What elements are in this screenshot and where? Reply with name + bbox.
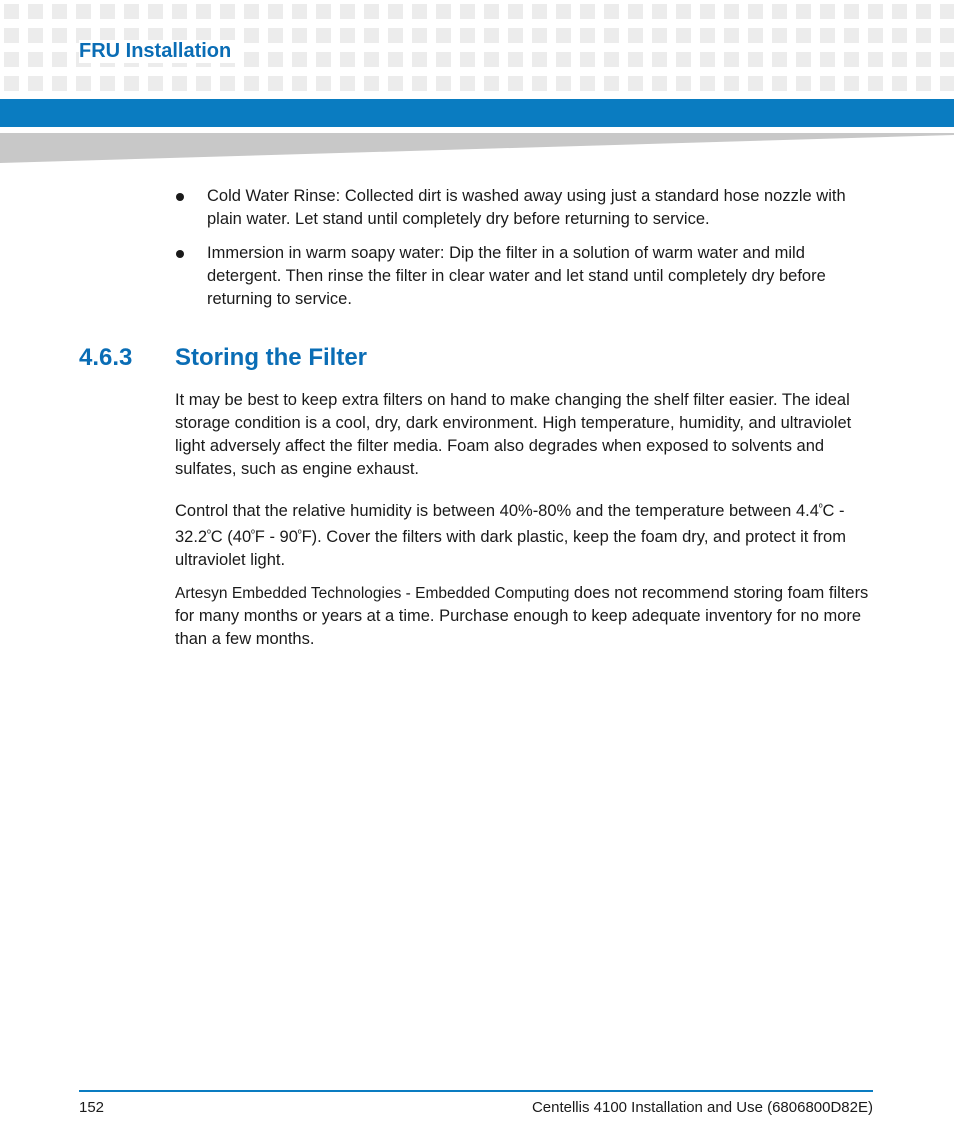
pattern-square bbox=[820, 28, 835, 43]
pattern-square bbox=[748, 52, 763, 67]
pattern-square bbox=[892, 52, 907, 67]
pattern-square bbox=[268, 28, 283, 43]
pattern-square bbox=[268, 4, 283, 19]
pattern-square bbox=[316, 4, 331, 19]
pattern-square bbox=[724, 52, 739, 67]
pattern-square bbox=[412, 76, 427, 91]
pattern-square bbox=[940, 52, 954, 67]
pattern-square bbox=[892, 4, 907, 19]
pattern-square bbox=[796, 52, 811, 67]
pattern-square bbox=[556, 28, 571, 43]
pattern-square bbox=[52, 28, 67, 43]
pattern-square bbox=[772, 4, 787, 19]
pattern-square bbox=[676, 4, 691, 19]
pattern-square bbox=[244, 52, 259, 67]
pattern-square bbox=[4, 28, 19, 43]
pattern-square bbox=[244, 28, 259, 43]
pattern-square bbox=[700, 52, 715, 67]
header-gray-wedge bbox=[0, 131, 954, 163]
pattern-square bbox=[892, 28, 907, 43]
pattern-square bbox=[796, 28, 811, 43]
pattern-square bbox=[820, 52, 835, 67]
pattern-square bbox=[844, 52, 859, 67]
pattern-square bbox=[76, 4, 91, 19]
pattern-square bbox=[772, 76, 787, 91]
pattern-square bbox=[484, 52, 499, 67]
bullet-text: Cold Water Rinse: Collected dirt is washed away using just a standard hose nozzle with plain water. Let stand until completely dry before returning to service. bbox=[207, 187, 846, 228]
pattern-square bbox=[820, 4, 835, 19]
pattern-square bbox=[628, 28, 643, 43]
footer-rule bbox=[79, 1090, 873, 1092]
pattern-square bbox=[484, 76, 499, 91]
pattern-square bbox=[364, 28, 379, 43]
pattern-square bbox=[700, 28, 715, 43]
pattern-square bbox=[676, 28, 691, 43]
pattern-square bbox=[340, 52, 355, 67]
pattern-square bbox=[604, 52, 619, 67]
pattern-square bbox=[460, 76, 475, 91]
pattern-square bbox=[460, 52, 475, 67]
pattern-square bbox=[868, 4, 883, 19]
pattern-square bbox=[604, 76, 619, 91]
bullet-icon bbox=[176, 250, 184, 258]
pattern-square bbox=[268, 52, 283, 67]
pattern-square bbox=[436, 52, 451, 67]
pattern-square bbox=[580, 4, 595, 19]
pattern-square bbox=[364, 52, 379, 67]
pattern-square bbox=[772, 52, 787, 67]
pattern-square bbox=[724, 4, 739, 19]
pattern-square bbox=[412, 4, 427, 19]
text-run: Control that the relative humidity is between 40%-80% and the temperature between 4.4 bbox=[175, 502, 819, 520]
pattern-square bbox=[484, 4, 499, 19]
pattern-square bbox=[52, 76, 67, 91]
text-run: C (40 bbox=[210, 528, 252, 546]
pattern-square bbox=[916, 4, 931, 19]
pattern-square bbox=[676, 52, 691, 67]
text-run: C - 32.2 bbox=[175, 502, 845, 546]
pattern-square bbox=[748, 28, 763, 43]
paragraph bbox=[175, 497, 875, 572]
pattern-square bbox=[196, 4, 211, 19]
pattern-square bbox=[340, 28, 355, 43]
pattern-square bbox=[196, 76, 211, 91]
pattern-square bbox=[148, 4, 163, 19]
degree-sign: º bbox=[207, 529, 211, 540]
header-title: FRU Installation bbox=[79, 40, 235, 63]
pattern-square bbox=[748, 4, 763, 19]
pattern-square bbox=[940, 4, 954, 19]
degree-sign: º bbox=[818, 503, 823, 514]
pattern-square bbox=[556, 52, 571, 67]
footer-doc-title: Centellis 4100 Installation and Use (6806800D82E) bbox=[531, 1099, 873, 1116]
pattern-square bbox=[292, 52, 307, 67]
pattern-square bbox=[364, 4, 379, 19]
paragraph bbox=[175, 582, 875, 651]
pattern-square bbox=[364, 76, 379, 91]
pattern-square bbox=[652, 4, 667, 19]
pattern-square bbox=[388, 4, 403, 19]
text-run: F - 90 bbox=[254, 528, 298, 546]
pattern-square bbox=[28, 28, 43, 43]
pattern-square bbox=[532, 76, 547, 91]
pattern-square bbox=[724, 76, 739, 91]
pattern-square bbox=[916, 52, 931, 67]
pattern-square bbox=[172, 76, 187, 91]
pattern-square bbox=[916, 28, 931, 43]
pattern-square bbox=[916, 76, 931, 91]
pattern-square bbox=[820, 76, 835, 91]
pattern-square bbox=[340, 4, 355, 19]
pattern-square bbox=[412, 28, 427, 43]
pattern-square bbox=[460, 4, 475, 19]
pattern-square bbox=[28, 76, 43, 91]
pattern-square bbox=[532, 28, 547, 43]
pattern-square bbox=[316, 52, 331, 67]
pattern-square bbox=[844, 28, 859, 43]
pattern-square bbox=[604, 4, 619, 19]
pattern-square bbox=[628, 52, 643, 67]
pattern-square bbox=[220, 4, 235, 19]
pattern-square bbox=[580, 76, 595, 91]
section-title: Storing the Filter bbox=[175, 344, 367, 371]
pattern-square bbox=[796, 4, 811, 19]
pattern-square bbox=[100, 76, 115, 91]
pattern-square bbox=[868, 76, 883, 91]
pattern-square bbox=[508, 76, 523, 91]
pattern-square bbox=[772, 28, 787, 43]
pattern-square bbox=[292, 76, 307, 91]
degree-sign: º bbox=[297, 529, 302, 540]
pattern-square bbox=[316, 76, 331, 91]
pattern-square bbox=[508, 52, 523, 67]
pattern-square bbox=[796, 76, 811, 91]
degree-sign: º bbox=[251, 529, 255, 540]
pattern-square bbox=[460, 28, 475, 43]
pattern-square bbox=[292, 4, 307, 19]
pattern-square bbox=[316, 28, 331, 43]
pattern-square bbox=[484, 28, 499, 43]
pattern-square bbox=[652, 52, 667, 67]
pattern-square bbox=[28, 4, 43, 19]
pattern-square bbox=[340, 76, 355, 91]
pattern-square bbox=[556, 4, 571, 19]
pattern-square bbox=[412, 52, 427, 67]
pattern-square bbox=[532, 52, 547, 67]
pattern-square bbox=[436, 4, 451, 19]
section-number: 4.6.3 bbox=[79, 344, 133, 371]
pattern-square bbox=[124, 76, 139, 91]
pattern-square bbox=[556, 76, 571, 91]
pattern-square bbox=[628, 76, 643, 91]
pattern-square bbox=[940, 76, 954, 91]
pattern-square bbox=[580, 28, 595, 43]
bullet-text: Immersion in warm soapy water: Dip the filter in a solution of warm water and mild detergent. Then rinse the filter in clear water and let stand until completely dry before returning to service. bbox=[207, 244, 826, 308]
pattern-square bbox=[652, 28, 667, 43]
pattern-square bbox=[220, 76, 235, 91]
pattern-square bbox=[748, 76, 763, 91]
pattern-square bbox=[52, 4, 67, 19]
pattern-square bbox=[4, 76, 19, 91]
pattern-square bbox=[100, 4, 115, 19]
pattern-square bbox=[700, 4, 715, 19]
text-run: does not recommend storing foam filters for many months or years at a time. Purchase enough to keep adequate inventory for no more than a few months. bbox=[175, 584, 869, 648]
paragraph: It may be best to keep extra filters on hand to make changing the shelf filter easier. The ideal storage condition is a cool, dry, dark environment. High temperature, humidity, and ultraviolet light adversely affect the filter media. Foam also degrades when exposed to solvents and sulfates, such as engine exhaust. bbox=[175, 391, 852, 478]
pattern-square bbox=[52, 52, 67, 67]
pattern-square bbox=[76, 76, 91, 91]
pattern-square bbox=[628, 4, 643, 19]
pattern-square bbox=[292, 28, 307, 43]
pattern-square bbox=[580, 52, 595, 67]
pattern-square bbox=[244, 76, 259, 91]
pattern-square bbox=[388, 76, 403, 91]
pattern-square bbox=[4, 4, 19, 19]
pattern-square bbox=[532, 4, 547, 19]
pattern-square bbox=[844, 4, 859, 19]
pattern-square bbox=[844, 76, 859, 91]
pattern-square bbox=[940, 28, 954, 43]
header-blue-bar bbox=[0, 99, 954, 127]
pattern-square bbox=[868, 28, 883, 43]
pattern-square bbox=[892, 76, 907, 91]
pattern-square bbox=[508, 28, 523, 43]
pattern-square bbox=[724, 28, 739, 43]
pattern-square bbox=[604, 28, 619, 43]
pattern-square bbox=[148, 76, 163, 91]
pattern-square bbox=[436, 28, 451, 43]
pattern-square bbox=[652, 76, 667, 91]
pattern-square bbox=[700, 76, 715, 91]
pattern-square bbox=[388, 52, 403, 67]
pattern-square bbox=[436, 76, 451, 91]
bullet-icon bbox=[176, 193, 184, 201]
pattern-square bbox=[124, 4, 139, 19]
pattern-square bbox=[268, 76, 283, 91]
text-run: F). Cover the filters with dark plastic, keep the foam dry, and protect it from ultraviolet light. bbox=[175, 528, 846, 569]
pattern-square bbox=[676, 76, 691, 91]
pattern-square bbox=[172, 4, 187, 19]
pattern-square bbox=[4, 52, 19, 67]
pattern-square bbox=[868, 52, 883, 67]
page-number: 152 bbox=[79, 1099, 105, 1116]
pattern-square bbox=[388, 28, 403, 43]
vendor-name: Artesyn Embedded Technologies - Embedded Computing bbox=[175, 585, 570, 602]
pattern-square bbox=[28, 52, 43, 67]
pattern-square bbox=[244, 4, 259, 19]
pattern-square bbox=[508, 4, 523, 19]
